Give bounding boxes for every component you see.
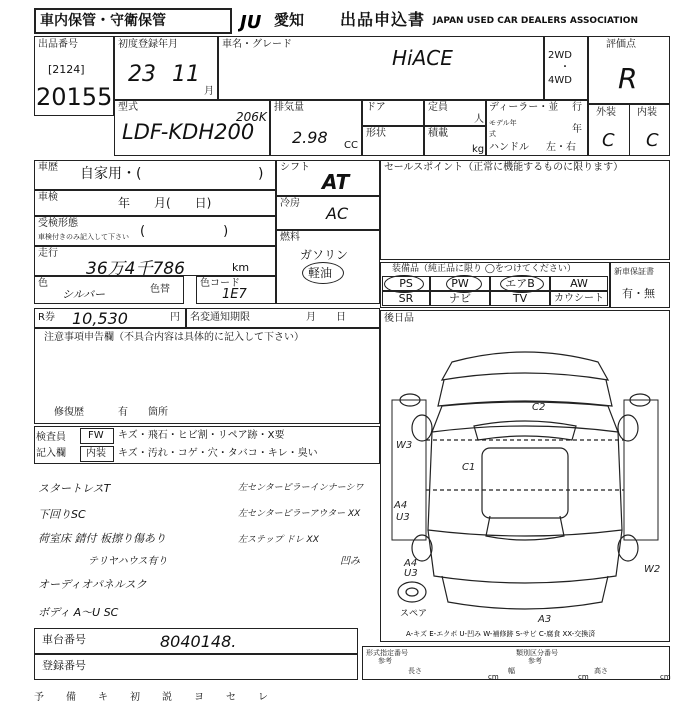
equip-airbag: エアB <box>490 276 550 291</box>
chassis-label: 車台番号 <box>42 633 86 646</box>
cm-3: cm <box>660 673 671 681</box>
reg-month: 11 <box>172 62 200 87</box>
last-row-item: レ <box>258 692 268 703</box>
cc-unit: CC <box>344 140 358 151</box>
interior-label: 内装 <box>86 448 106 459</box>
drive-4wd: 4WD <box>548 75 572 86</box>
mark-a4-1: A4 <box>394 500 408 511</box>
note-1: スタートレスT <box>38 482 111 495</box>
receipt-paren: ( ) <box>140 224 229 239</box>
last-row-item: セ <box>226 692 236 703</box>
equip-sr: SR <box>382 291 430 306</box>
receipt-note: 車検付きのみ記入して下さい <box>38 233 129 241</box>
damage-legend: A-キズ E-エクボ U-凹み W-補修跡 S-サビ C-腐食 XX-交換済 <box>406 630 596 638</box>
last-row-item: 初 <box>130 692 140 703</box>
km-unit: km <box>232 261 250 274</box>
history-value: 自家用・( <box>80 166 142 182</box>
car-name-label: 車名・グレード <box>222 39 292 50</box>
model-value: LDF-KDH200 <box>122 120 255 144</box>
notes-title: 注意事項申告欄（不具合内容は具体的に記入して下さい） <box>44 332 304 343</box>
color-code-value: 1E7 <box>222 287 247 302</box>
receipt-label: 受検形態 <box>38 218 78 229</box>
inspection-ymd: 年 月( 日) <box>118 196 212 210</box>
equipment-title: 装備品（純正品に限り ◯をつけてください） <box>392 264 576 274</box>
fw-label: FW <box>88 430 104 441</box>
reg-year: 23 <box>128 62 156 87</box>
handle-label: ハンドル <box>489 142 529 153</box>
model-label: 型式 <box>118 102 138 113</box>
repair-label: 修復歴 <box>54 407 84 418</box>
shift-label: シフト <box>280 162 310 173</box>
equip-pw: PW <box>430 276 490 291</box>
form-spec-label: 形式指定番号 <box>366 649 408 657</box>
history-close: ) <box>258 166 264 182</box>
displacement-value-top: 206K <box>236 110 267 124</box>
int-value: C <box>646 130 659 151</box>
history-box <box>34 160 276 190</box>
last-row <box>34 688 354 703</box>
history-label: 車歴 <box>38 162 58 173</box>
mark-c2: C2 <box>532 402 546 413</box>
repair-place: 箇所 <box>148 407 168 418</box>
form-title: 出品申込書 <box>340 10 426 29</box>
color-value: シルバー <box>62 288 105 301</box>
warranty-label: 新車保証書 <box>614 267 654 276</box>
shape-label: 形状 <box>366 128 386 139</box>
equip-ps: PS <box>382 276 430 291</box>
circle-ps <box>384 275 424 293</box>
dealer-line: 行 <box>572 102 582 113</box>
warranty-value: 有・無 <box>622 287 655 300</box>
interior-items: キズ・汚れ・コゲ・穴・タバコ・キレ・臭い <box>118 448 318 459</box>
cm-2: cm <box>578 673 589 681</box>
person-unit: 人 <box>474 114 484 125</box>
org-name: 愛知 <box>274 11 305 29</box>
mark-w2: W2 <box>644 564 661 575</box>
note-9: 左ステップ ドレ XX <box>238 535 319 545</box>
car-name-value: HiACE <box>392 46 453 70</box>
storage-title: 車内保管・守衛保管 <box>40 13 166 29</box>
recycle-label: R券 <box>38 312 55 323</box>
mileage-value: 36万4千786 <box>86 259 185 279</box>
circle-pw <box>446 275 482 293</box>
note-2: 下回りSC <box>38 508 86 521</box>
grade-label: 評価点 <box>606 39 636 50</box>
nameplate-ymd: 月 日 <box>306 312 346 323</box>
note-4: テリヤハウス有り <box>88 556 168 567</box>
last-row-item: 備 <box>66 692 76 703</box>
nameplate-label: 名変通知期限 <box>190 312 250 323</box>
ac-value: AC <box>326 204 349 223</box>
class-label: 類別区分番号 <box>516 649 558 657</box>
circle-airbag <box>500 275 544 293</box>
mark-u3-2: U3 <box>404 568 418 579</box>
year-suffix: 年 <box>572 124 582 135</box>
fuel-diesel: 軽油 <box>308 266 333 280</box>
mark-c1: C1 <box>462 462 476 473</box>
last-row-item: 予 <box>34 692 44 703</box>
inspection-label: 車検 <box>38 192 58 203</box>
after-items-label: 後日品 <box>384 313 414 324</box>
drive-sep: ・ <box>560 62 570 73</box>
grade-value: R <box>618 62 638 95</box>
ref-label-2: 参考 <box>528 657 542 665</box>
note-7: 左センターピラーインナーシワ <box>238 483 364 493</box>
spare-label: スペア <box>400 609 428 619</box>
first-reg-label: 初度登録年月 <box>118 39 178 50</box>
last-row-item: 説 <box>162 692 172 703</box>
load-label: 積載 <box>428 128 448 139</box>
last-row-item: キ <box>98 692 108 703</box>
recycle-value: 10,530 <box>72 309 128 328</box>
inspector-label: 検査員 <box>36 432 66 443</box>
ref-label-1: 参考 <box>378 657 392 665</box>
note-8: 左センターピラーアウター XX <box>238 509 361 519</box>
fw-items: キズ・飛石・ヒビ割・リペア跡・X要 <box>118 430 285 441</box>
ext-label: 外装 <box>596 107 616 118</box>
color-label: 色 <box>38 278 48 289</box>
length-label: 長さ <box>408 667 422 675</box>
shift-value: AT <box>322 170 350 194</box>
mark-w3: W3 <box>396 440 413 451</box>
color-code-label: 色コード <box>200 278 240 289</box>
entry-label: 記入欄 <box>36 448 66 459</box>
equip-leather: カウシート <box>550 291 608 306</box>
fuel-label: 燃料 <box>280 232 300 243</box>
mark-u3-1: U3 <box>396 512 410 523</box>
ext-value: C <box>602 130 615 151</box>
kg-unit: kg <box>472 144 485 155</box>
displacement-label: 排気量 <box>274 102 304 113</box>
car-condition-diagram <box>382 340 668 640</box>
chassis-value: 8040148. <box>160 632 237 651</box>
reg-number-label: 登録番号 <box>42 659 86 672</box>
equip-tv: TV <box>490 291 550 306</box>
handle-lr: 左・右 <box>546 142 576 153</box>
displacement-value: 2.98 <box>292 128 328 147</box>
month-suffix: 月 <box>204 86 214 97</box>
selling-point-box <box>380 160 670 260</box>
repair-value: 有 <box>118 407 128 418</box>
mark-a4-2: A4 <box>404 558 418 569</box>
dealer-label: ディーラー・並 <box>489 102 559 113</box>
note-10: 凹み <box>340 556 360 567</box>
door-label: ドア <box>366 102 386 113</box>
lot-number: 20155 <box>36 83 113 111</box>
equip-aw: AW <box>550 276 608 291</box>
recycle-yen: 円 <box>170 312 180 323</box>
mileage-label: 走行 <box>38 248 58 259</box>
ac-label: 冷房 <box>280 198 300 209</box>
cm-1: cm <box>488 673 499 681</box>
capacity-label: 定員 <box>428 102 448 113</box>
lot-small-number: [2124] <box>48 63 85 76</box>
ext-int-divider <box>629 104 630 156</box>
last-row-item: ヨ <box>194 692 204 703</box>
lot-number-label: 出品番号 <box>38 39 78 50</box>
note-6: ボディ A～U SC <box>38 606 119 619</box>
model-year-label: モデル年式 <box>489 119 517 138</box>
mark-a3: A3 <box>538 614 552 625</box>
selling-point-title: セールスポイント（正常に機能するものに限ります） <box>384 162 624 173</box>
color-change: 色替 <box>150 284 170 295</box>
width-label: 幅 <box>508 667 515 675</box>
fuel-gas: ガソリン <box>300 248 349 262</box>
svg-text:JU: JU <box>240 12 262 32</box>
int-label: 内装 <box>637 107 657 118</box>
note-5: オーディオパネルスク <box>38 578 147 591</box>
drive-2wd: 2WD <box>548 50 572 61</box>
equip-navi: ナビ <box>430 291 490 306</box>
note-3: 荷室床 錆付 板擦り傷あり <box>38 532 166 545</box>
height-label: 高さ <box>594 667 608 675</box>
association-name: JAPAN USED CAR DEALERS ASSOCIATION <box>433 16 638 26</box>
